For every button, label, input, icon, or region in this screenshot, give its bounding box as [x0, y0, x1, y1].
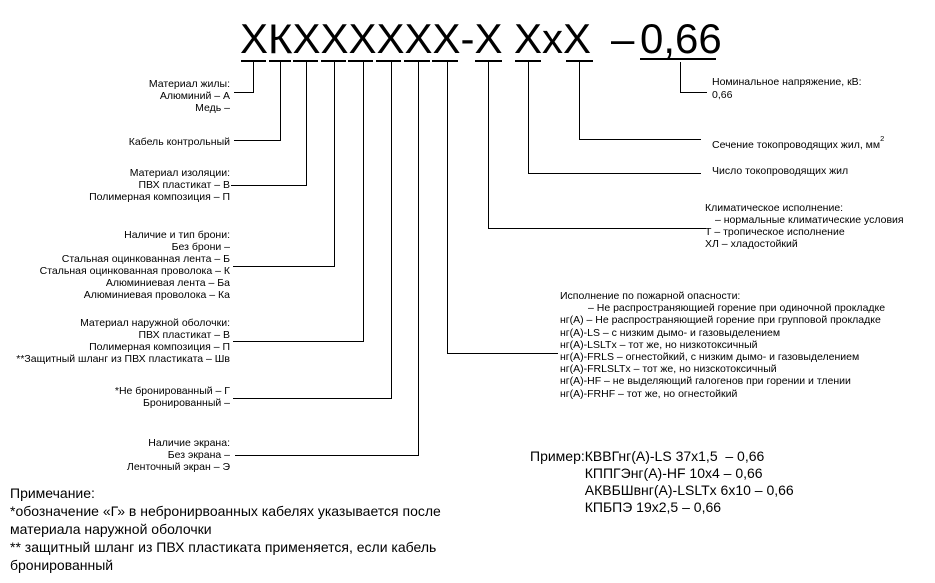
- label-line: Без брони –: [171, 241, 230, 253]
- title-code: ХКХХХХХХ-Х: [240, 15, 503, 62]
- label-line: Алюминиевая проволока – Ка: [83, 289, 230, 301]
- label-line: ПВХ пластикат – В: [138, 329, 230, 341]
- label-line: Число токопроводящих жил: [712, 165, 849, 177]
- example-item: КППГЭнг(А)-HF 10х4 – 0,66: [584, 465, 763, 481]
- label-group-core-material: [149, 78, 230, 114]
- label-group-cross-section: [712, 133, 884, 151]
- label-line: Полимерная композиция – П: [89, 191, 230, 203]
- label-group-outer-sheath: [16, 317, 230, 365]
- label-line: нг(А)-FRHF – тот же, но огнестойкий: [560, 387, 738, 400]
- label-group-control-cable: [129, 136, 230, 148]
- label-line: нг(А)-FRLSLTх – тот же, но низскотоксичный: [560, 363, 777, 376]
- label-line: нг(А)-FRLS – огнестойкий, с низким дымо- и газовыделением: [560, 351, 860, 364]
- example-item: КВВГнг(А)-LS 37х1,5 – 0,66: [584, 448, 765, 464]
- label-group-climate: [705, 202, 904, 250]
- example-item: АКВБШвнг(А)-LSLTх 6х10 – 0,66: [584, 482, 794, 498]
- note-line: *обозначение «Г» в небронирвоанных кабелях указывается после: [10, 503, 441, 519]
- label-line: 0,66: [712, 89, 733, 101]
- title-voltage: 0,66: [640, 15, 722, 62]
- cross-section-text: Сечение токопроводящих жил, мм: [712, 139, 881, 151]
- title-size-group: ХхХ: [514, 15, 592, 62]
- label-line: Алюминиевая лента – Ба: [105, 277, 230, 289]
- label-line: – Не распространяющией горение при одиночной прокладке: [588, 302, 886, 315]
- label-line: Исполнение по пожарной опасности:: [560, 290, 741, 302]
- label-line: Номинальное напряжение, кВ:: [712, 76, 862, 88]
- example-block: [530, 448, 794, 516]
- label-line: Медь –: [195, 102, 230, 114]
- label-line: Т – тропическое исполнение: [705, 226, 845, 238]
- label-group-insulation: [89, 167, 230, 203]
- label-line: ХЛ – хладостойкий: [705, 238, 798, 250]
- label-line: Полимерная композиция – П: [89, 341, 230, 353]
- connector-screen: [235, 62, 419, 456]
- cross-section-superscript: 2: [880, 134, 885, 143]
- label-line: Наличие и тип брони:: [124, 229, 230, 241]
- label-line: Стальная оцинкованная лента – Б: [61, 253, 230, 265]
- label-group-voltage: [712, 76, 862, 102]
- label-line: нг(А)-HF – не выделяющий галогенов при горении и тлении: [560, 375, 851, 388]
- label-line: нг(А)-LS – с низким дымо- и газовыделением: [560, 326, 781, 339]
- title-dash: –: [611, 15, 635, 62]
- label-line: Ленточный экран – Э: [126, 461, 230, 473]
- label-line: Климатическое исполнение:: [705, 202, 844, 214]
- label-group-core-count: [712, 165, 848, 177]
- label-line: Материал изоляции:: [129, 167, 230, 179]
- example-items: [585, 448, 794, 516]
- label-group-fire-safety: [560, 290, 885, 400]
- label-line: Материал жилы:: [148, 78, 230, 90]
- label-line: Алюминий – А: [159, 90, 230, 102]
- label-group-armored-flag: [115, 385, 230, 409]
- label-line: Кабель контрольный: [128, 136, 230, 148]
- label-line: Бронированный –: [143, 397, 230, 409]
- label-group-screen: [127, 437, 230, 473]
- label-group-armor: [40, 229, 230, 301]
- connector-voltage: [680, 62, 707, 93]
- note-line: Примечание:: [10, 485, 95, 501]
- label-line: [712, 133, 884, 151]
- note-line: материала наружной оболочки: [10, 521, 212, 537]
- label-line: – нормальные климатические условия: [715, 214, 904, 226]
- label-line: нг(А) – Не распространяющией горение при групповой прокладке: [560, 314, 881, 327]
- label-line: Наличие экрана:: [148, 437, 230, 449]
- label-line: Материал наружной оболочки:: [80, 317, 230, 329]
- label-line: Без экрана –: [167, 449, 230, 461]
- label-line: нг(А)-LSLTх – тот же, но низкотоксичный: [560, 338, 758, 351]
- label-line: Стальная оцинкованная проволока – К: [39, 265, 230, 277]
- note-line: бронированный: [10, 557, 114, 573]
- label-line: **Защитный шланг из ПВХ пластиката – Шв: [16, 353, 230, 365]
- example-label: Пример:: [530, 448, 585, 464]
- label-line: *Не бронированный – Г: [114, 385, 230, 397]
- note-block: [10, 484, 441, 574]
- label-line: ПВХ пластикат – В: [138, 179, 230, 191]
- note-line: ** защитный шланг из ПВХ пластиката применяется, если кабель: [10, 539, 437, 555]
- char-underline-voltage: [640, 58, 716, 60]
- example-item: КПБПЭ 19х2,5 – 0,66: [584, 499, 722, 515]
